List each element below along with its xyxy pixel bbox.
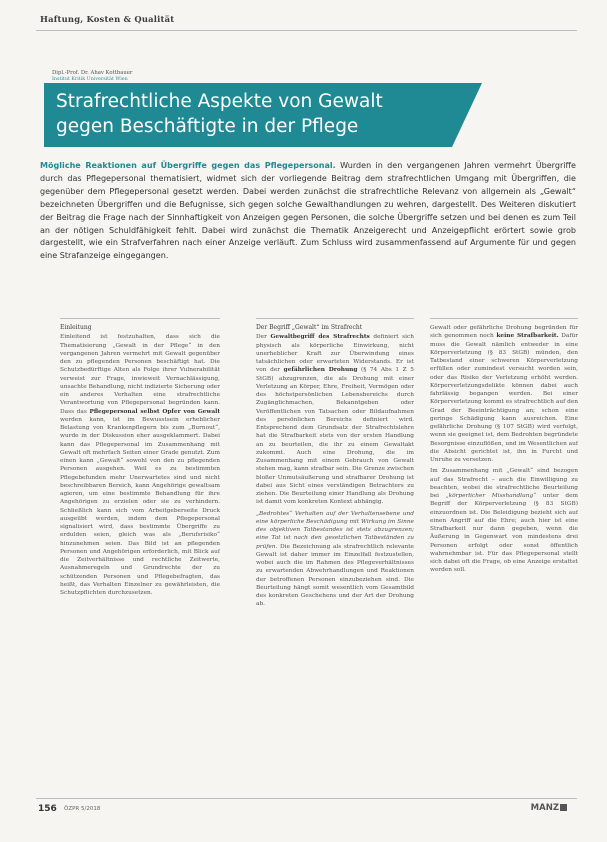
c3-text-c: Im Zusammenhang mit „Gewalt“ sind bezogen auf das Strafrecht – auch die Einwilligung zu beachten, wobei die strafrechtliche Beurteilung bei — [430, 468, 578, 499]
journal-citation: ÖZPR 5/2018 — [64, 806, 101, 812]
column-1-heading: Einleitung — [60, 324, 92, 331]
title-line-1: Strafrechtliche Aspekte von Gewalt — [56, 91, 383, 112]
abstract — [40, 160, 576, 263]
column-2-paragraph-2 — [256, 510, 414, 609]
title-line-2: gegen Beschäftigte in der Pflege — [56, 116, 359, 137]
column-1-rule — [60, 318, 220, 319]
title-banner — [44, 83, 452, 147]
column-2-heading: Der Begriff „Gewalt“ im Strafrecht — [256, 324, 363, 331]
publisher-logo — [531, 803, 567, 813]
column-2-paragraph-1 — [256, 333, 414, 506]
column-2 — [256, 324, 414, 612]
column-3-rule — [430, 318, 578, 319]
c2-text-a: Der — [256, 334, 271, 341]
author-affiliation: Institut Kritik Universität Wien — [52, 77, 128, 82]
c2-bold-2: gefährlichen Drohung — [283, 367, 358, 374]
column-3-paragraph-1 — [430, 324, 578, 464]
c3-text-a: Gewalt oder gefährliche Drohung begründen für sich genommen noch — [430, 325, 578, 340]
column-1 — [60, 324, 220, 600]
publisher-name: MANZ — [530, 803, 559, 813]
c2-text-c: (§ 74 Abs 1 Z 5 StGB) abzugrenzen, die als Drohung mit einer Verletzung an Körper, Ehre, Freiheit, Vermögen oder des höchstpersönlichen Lebensbereichs durch Zugänglichmachen, Bekanntgeben oder Veröffentlichen von Tatsachen oder Bildaufnahmen des persönlichen Bereichs definiert wird. Entsprechend dem Grundsatz der Strafrechtslehre hat die Strafbarkeit stets von der ersten Handlung an zu beurteilen, die ihr zu einem Gewaltakt zukommt. Auch eine Drohung, die im Zusammenhang mit einem Gebrauch von Gewalt stehen mag, kann strafbar sein. Die Grenze zwischen bloßer Unmutsäußerung und strafbarer Drohung ist dabei aus Sicht eines verständigen Betrachters zu ziehen. Die Beurteilung einer Handlung als Drohung ist damit vom konkreten Kontext abhängig. — [256, 367, 414, 506]
c1-text-a: Einleitend ist festzuhalten, dass sich die Thematisierung „Gewalt in der Pflege“ in den vergangenen Jahren vermehrt mit Gewalt gegenüber den zu pflegenden Personen beschäftigt hat. Die Schutzbedürftige Alten als Folge ihrer Vulnerabilität verweist zur Frage, inwieweit Vernachlässigung, unsachte Behandlung, nicht indizierte Sicherung oder ein anderes Verhalten eine strafrechtliche Verantwortung von Pflegepersonal begründen kann. Dass das — [60, 334, 220, 415]
c2-text-b: definiert sich physisch als körperliche Einwirkung, nicht unerheblicher Kraft zur Überwindung eines tatsächlichen oder erwarteten Widerstands. Er ist von der — [256, 334, 414, 374]
column-1-paragraph — [60, 333, 220, 597]
footer-divider — [36, 798, 577, 799]
abstract-lead: Mögliche Reaktionen auf Übergriffe gegen das Pflegepersonal. — [40, 161, 336, 170]
c3-bold: keine Strafbarkeit. — [496, 333, 559, 340]
article-title — [56, 89, 456, 139]
column-2-rule — [256, 318, 414, 319]
c3-text-d: unter dem Begriff der Körperverletzung (§ 83 StGB) einzuordnen ist. Die Beleidigung bezieht sich auf einen Angriff auf die Ehre; auch hier ist eine Strafbarkeit nur dann gegeben, wenn die Äußerung in Gegenwart von mindestens drei Personen erfolgt oder sonst öffentlich wahrnehmbar ist. Für das Pflegepersonal stellt sich dabei oft die Frage, ob eine Anzeige erstattet werden soll. — [430, 493, 578, 574]
page-number: 156 — [38, 804, 57, 814]
c3-emphasis: „körperlicher Misshandlung“ — [445, 493, 537, 499]
c2-bold-1: Gewaltbegriff des Strafrechts — [270, 334, 370, 341]
c1-bold: Pflegepersonal selbst Opfer von Gewalt — [89, 408, 220, 415]
section-label: Haftung, Kosten & Qualität — [40, 14, 175, 24]
c2-text-d: Die Bezeichnung als strafrechtlich relevante Gewalt ist daher immer im Einzelfall festzustellen, wobei auch die im Rahmen des Pflegeverhältnisses zu erwartenden Abwehrhandlungen und Reaktionen der betroffenen Personen einzubeziehen sind. Die Beurteilung hängt somit wesentlich vom Gesamtbild des konkreten Geschehens und der Art der Drohung ab. — [256, 543, 414, 608]
publisher-mark-icon — [560, 804, 567, 811]
header-divider — [36, 30, 577, 31]
c2-emphasis: „Bedrohtes“ Verhalten auf der Verhaltensebene und eine körperliche Beschädigung mit Wirkung im Sinne des objektiven Tatbestandes ist stets abzugrenzen; eine Tat ist nach den gesetzlichen Tatbeständen zu prüfen. — [256, 510, 414, 550]
author-name: Dipl.-Prof. Dr. Ahav Kottbauer — [52, 70, 133, 76]
c3-text-b: Dafür muss die Gewalt nämlich entweder in eine Körperverletzung (§ 83 StGB) münden, den Tatbestand einer schweren Körperverletzung erfüllen oder zumindest versucht worden sein, oder das Risiko der Verletzung erhöht werden. Körperverletzungsdelikte können dabei auch fahrlässig begangen werden. Bei einer Körperverletzung kommt es strafrechtlich auf den Grad der Beeinträchtigung an; schon eine geringe Schädigung kann ausreichen. Eine gefährliche Drohung (§ 107 StGB) wird verfolgt, wenn sie geeignet ist, dem Bedrohten begründete Besorgnisse einzuflößen, und im Wesentlichen auf die Absicht gerichtet ist, ihn in Furcht und Unruhe zu versetzen. — [430, 333, 578, 463]
column-3 — [430, 324, 578, 578]
abstract-text: Wurden in den vergangenen Jahren vermehrt Übergriffe durch das Pflegepersonal thematisiert, widmet sich der vorliegende Beitrag dem strafrechtlichen Umgang mit Übergriffen, die gegenüber dem Pflegepersonal gesetzt werden. Dabei werden zunächst die strafrechtliche Relevanz von allgemein als „Gewalt“ bezeichneten Übergriffen und die Befugnisse, sich gegen solche Gewalthandlungen zu wehren, dargestellt. Des Weiteren diskutiert der Beitrag die Frage nach der Sinnhaftigkeit von Anzeigen gegen Personen, die solche Übergriffe setzen und bei denen es zum Teil an der nötigen Schuldfähigkeit fehlt. Dabei wird zunächst die Thematik Anzeigerecht und Anzeigepflicht erörtert sowie grob dargestellt, wie ein Strafverfahren nach einer Anzeige verläuft. Zum Schluss wird zusammenfassend auf Argumente für und gegen eine Strafanzeige eingegangen. — [40, 161, 576, 261]
c1-text-b: werden kann, ist im Bewusstsein erheblicher Belastung von Krankenpflegern bis zum „Burnout“, wurde in der Diskussion eher ausgeklammert. Dabei kann das Pflegepersonal im Zusammenhang mit Gewalt oft mehrfach Seiten einer Grade genutzt. Zum einen kann „Gewalt“ sowohl von den zu pflegenden Personen ausgehen. Weil es zu bestimmten Pflegebefunden mehr Unerwartetes sind und nicht beschreibbaren Bereich, kann Angehörige gewaltsam agieren, um eine bestimmte Behandlung für ihre Angehörigen zu erzielen oder sie zu verhindern. Schließlich kann sich vom Arbeitgeberseite Druck ausgeübt werden, indem dem Pflegepersonal signalisiert wird, dass bestimmte Übergriffe zu erdulden seien, gleich was als „Berufsrisiko“ hinzunehmen seien. Das Bild ist an pflegenden Personen und Angehörigen erforderlich, mit Blick auf die Zeitverhältnisse und rechtliche Zeitwerte, Ausnahmeregeln und Grundrechte der zu schützenden Personen und Pflegebefragten, das heißt, das Verhalten Einzelner zu gewährleisten, die Schutzpflichten durchzusetzen. — [60, 416, 220, 596]
column-3-paragraph-2 — [430, 467, 578, 574]
